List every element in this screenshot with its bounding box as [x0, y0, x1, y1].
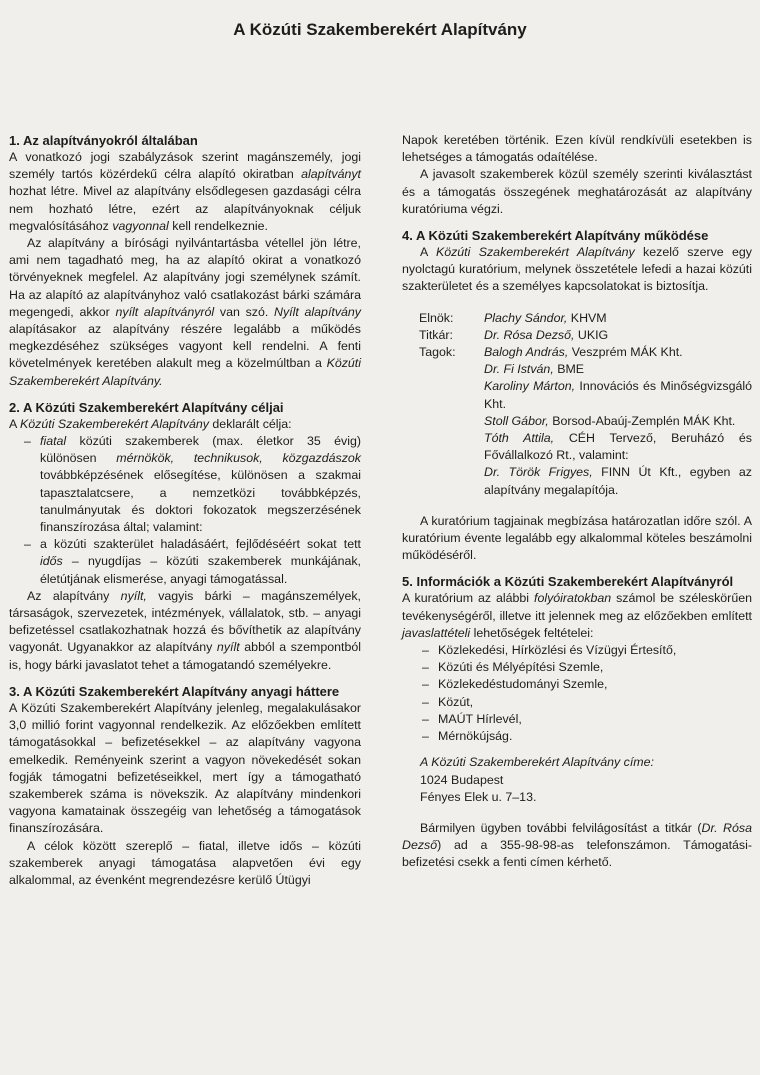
board-members-table — [419, 310, 752, 499]
section-2-paragraph-2: Az alapítvány nyílt, vagyis bárki – magánszemélyek, társaságok, szervezetek, intézmények, vállalatok, stb. – anyagi befizetéssel csatlakozhatnak hozzá és bővíthetik az alapítvány vagyonát. Ugyanakkor az alapítvány nyílt abból a szempontból is, hogy bárki javaslatot tehet a támogatandó személyekre. — [9, 588, 361, 672]
board-row: Tagok: Balogh András, Veszprém MÁK Kht. — [419, 345, 683, 360]
board-row: Elnök: Plachy Sándor, KHVM — [419, 310, 607, 325]
board-row: Titkár: Dr. Rósa Dezső, UKIG — [419, 327, 609, 342]
journal-item: – Közlekedési, Hírközlési és Vízügyi Értesítő, — [422, 643, 677, 658]
journal-item: – Közút, — [422, 694, 474, 709]
section-1-paragraph-2: Az alapítvány a bírósági nyilvántartásba vétellel jön létre, ami nem tagadható meg, ha az alapító okirat a vonatkozó törvényeknek megfelel. Az alapítvány jogi személynek számít. Ha az alapító az alapítványhoz való csatlakozást bárki számára megengedi, akkor nyílt alapítványról van szó. Nyílt alapítvány alapításakor az alapítvány részére legalább a működés megkezdéséhez szükséges vagyont kell rendelni. A fenti követelmények keretében alakult meg a közelmúltban a Közúti Szakemberekért Alapítvány. — [9, 236, 362, 388]
goal-item: – fiatal közúti szakemberek (max. életkor 35 évig) különösen mérnökök, technikusok, közgazdászok továbbképzésének elősegítése, különösen a szakmai tapasztalatcsere, a nemzetközi továbbképzés, tanulmányutak és doktori fokozatok megszerzésének finanszírozása által; valamint: — [24, 434, 361, 535]
address-line-2: Fényes Elek u. 7–13. — [420, 789, 537, 804]
address-line-1: 1024 Budapest — [420, 772, 504, 787]
board-row: Stoll Gábor, Borsod-Abaúj-Zemplén MÁK Kht. — [484, 413, 736, 428]
section-3-paragraph-1: A Közúti Szakemberekért Alapítvány jelenleg, megalakulásakor 3,0 millió forint vagyonnal rendelkezik. Az előzőekben említett támogatásokkal – befizetésekkel – az alapítvány vagyona emelkedik. Reményeink szerint a vagyon növekedését sokan fogják támogatni befizetéseikkel, mert így a támogatható szakemberek száma is növekszik. Az alapítvány mindenkori vagyona kamatainak összegéig van lehetőség a támogatások finanszírozására. — [9, 700, 361, 836]
board-row: Karoliny Márton, Innovációs és Minőségvizsgáló Kht. — [484, 379, 753, 411]
section-5-heading: 5. Információk a Közúti Szakemberekért Alapítványról — [402, 574, 734, 590]
section-2-heading: 2. A Közúti Szakemberekért Alapítvány céljai — [9, 399, 284, 415]
section-3-heading: 3. A Közúti Szakemberekért Alapítvány anyagi háttere — [9, 683, 340, 699]
section-1-paragraph-1: A vonatkozó jogi szabályzások szerint magánszemély, jogi személy tartós közérdekű célra alapító okiratban alapítványt hozhat létre. Mivel az alapítvány elsődlegesen gazdasági célra nem hozható létre, ezért az alapítványoknak céljuk megvalósításához vagyonnal kell rendelkeznie. — [9, 150, 361, 233]
journal-item: – Közlekedéstudományi Szemle, — [422, 677, 608, 692]
section-5-intro: A kuratórium az alábbi folyóiratokban számol be széleskörűen tevékenységéről, illetve itt jelennek meg az előzőekben említett javaslattételi lehetőségek feltételei: — [402, 591, 752, 640]
left-column — [9, 132, 361, 889]
section-1-heading: 1. Az alapítványokról általában — [9, 133, 198, 148]
address-label: A Közúti Szakemberekért Alapítvány címe: — [420, 755, 654, 770]
journal-item: – Mérnökújság. — [422, 729, 513, 744]
section-2-intro: A Közúti Szakemberekért Alapítvány deklarált célja: — [9, 416, 292, 431]
goal-item: – a közúti szakterület haladásáért, fejlődéséért sokat tett idős – nyugdíjas – közúti szakemberek munkájának, életútjának elismerése, anyagi támogatással. — [24, 537, 361, 586]
closing-paragraph: Bármilyen ügyben további felvilágosítást a titkár (Dr. Rósa Dezső) ad a 355-98-98-as telefonszámon. Támogatási-befizetési csekk a fenti címen kérhető. — [402, 820, 752, 870]
right-column — [402, 132, 752, 872]
section-4-heading: 4. A Közúti Szakemberekért Alapítvány működése — [402, 228, 709, 244]
section-4-intro: A Közúti Szakemberekért Alapítvány kezelő szerve egy nyolctagú kuratórium, melynek összetétele lefedi a hazai közúti szakterületet és a személyes kapcsolatokat is biztosítja. — [402, 245, 753, 294]
board-row: Dr. Fi István, BME — [484, 362, 585, 377]
board-row: Tóth Attila, CÉH Tervező, Beruházó és Fővállalkozó Rt., valamint: — [484, 431, 752, 463]
journals-list — [402, 642, 752, 745]
section-3-paragraph-3: Napok keretében történik. Ezen kívül rendkívüli esetekben is lehetséges a támogatás odaítélése. — [402, 133, 752, 165]
section-4-paragraph-2: A kuratórium tagjainak megbízása határozatlan időre szól. A kuratórium évente legalább egy alkalommal köteles beszámolni működéséről. — [402, 513, 752, 563]
journal-item: – Közúti és Mélyépítési Szemle, — [422, 660, 604, 675]
page-title: A Közúti Szakemberekért Alapítvány — [233, 20, 527, 39]
section-3-paragraph-2: A célok között szereplő – fiatal, illetve idős – közúti szakemberek anyagi támogatása alapvetően évi egy alkalommal, az évenként megrendezésre kerülő Útügyi — [9, 838, 361, 887]
goals-list — [9, 433, 361, 588]
journal-item: – MAÚT Hírlevél, — [422, 711, 522, 726]
board-row: Dr. Török Frigyes, FINN Út Kft., egyben az alapítvány megalapítója. — [484, 465, 752, 497]
section-3-paragraph-4: A javasolt szakemberek közül személy szerinti kiválasztást és a támogatás összegének meghatározását az alapítvány kuratóriuma végzi. — [402, 167, 752, 216]
